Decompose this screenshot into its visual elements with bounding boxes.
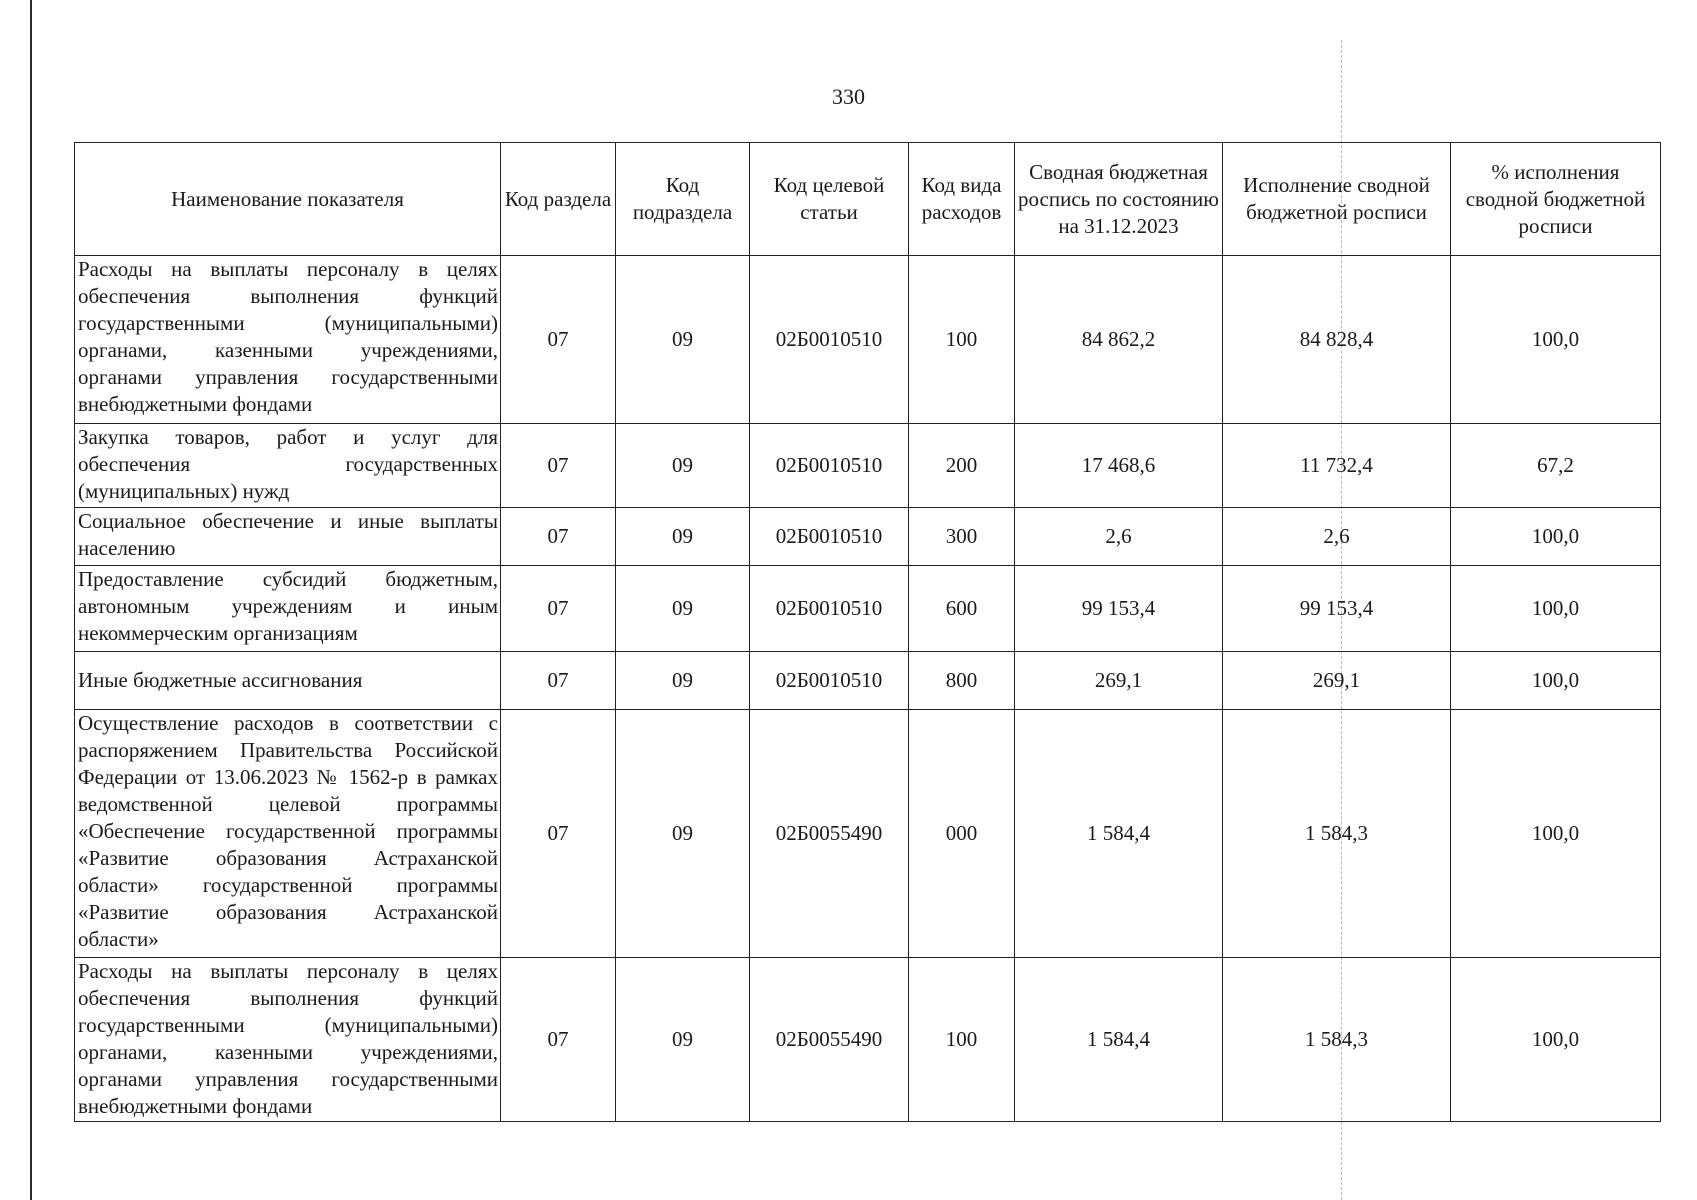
cell-indicator-name: Социальное обеспечение и иные выплаты населению: [75, 508, 501, 566]
cell-budget-execution: 99 153,4: [1223, 566, 1451, 652]
table-row: [75, 652, 1661, 710]
table-row: [75, 508, 1661, 566]
cell-execution-percent: 100,0: [1451, 958, 1661, 1122]
cell-budget-execution: 11 732,4: [1223, 424, 1451, 508]
cell-expense-type-code: 200: [909, 424, 1015, 508]
cell-execution-percent: 100,0: [1451, 566, 1661, 652]
table-row: [75, 256, 1661, 424]
cell-subsection-code: 09: [616, 652, 750, 710]
cell-indicator-name: Закупка товаров, работ и услуг для обеспечения государственных (муниципальных) нужд: [75, 424, 501, 508]
cell-subsection-code: 09: [616, 958, 750, 1122]
cell-indicator-name: Расходы на выплаты персоналу в целях обеспечения выполнения функций государственными (муниципальными) органами, казенными учреждениями, органами управления государственными внебюджетными фондами: [75, 958, 501, 1122]
cell-budget-plan: 2,6: [1015, 508, 1223, 566]
cell-target-code: 02Б0010510: [750, 256, 909, 424]
header-expense-type-code: Код вида расходов: [909, 143, 1015, 256]
cell-budget-execution: 2,6: [1223, 508, 1451, 566]
cell-section-code: 07: [501, 710, 616, 958]
cell-budget-plan: 269,1: [1015, 652, 1223, 710]
cell-target-code: 02Б0010510: [750, 424, 909, 508]
cell-section-code: 07: [501, 958, 616, 1122]
cell-expense-type-code: 100: [909, 256, 1015, 424]
cell-indicator-name: Осуществление расходов в соответствии с распоряжением Правительства Российской Федерации от 13.06.2023 № 1562-р в рамках ведомственной целевой программы «Обеспечение государственной программы «Развитие образования Астраханской области» государственной программы «Развитие образования Астраханской области»: [75, 710, 501, 958]
cell-budget-plan: 99 153,4: [1015, 566, 1223, 652]
header-target-code: Код целевой статьи: [750, 143, 909, 256]
table-row: [75, 710, 1661, 958]
header-section-code: Код раздела: [501, 143, 616, 256]
cell-expense-type-code: 600: [909, 566, 1015, 652]
cell-execution-percent: 100,0: [1451, 508, 1661, 566]
cell-section-code: 07: [501, 566, 616, 652]
cell-execution-percent: 100,0: [1451, 710, 1661, 958]
cell-section-code: 07: [501, 652, 616, 710]
cell-execution-percent: 100,0: [1451, 256, 1661, 424]
cell-target-code: 02Б0055490: [750, 958, 909, 1122]
cell-indicator-name: Расходы на выплаты персоналу в целях обеспечения выполнения функций государственными (муниципальными) органами, казенными учреждениями, органами управления государственными внебюджетными фондами: [75, 256, 501, 424]
cell-expense-type-code: 000: [909, 710, 1015, 958]
cell-budget-execution: 269,1: [1223, 652, 1451, 710]
cell-section-code: 07: [501, 256, 616, 424]
header-subsection-code: Код подраздела: [616, 143, 750, 256]
cell-subsection-code: 09: [616, 710, 750, 958]
table-row: [75, 958, 1661, 1122]
table-row: [75, 566, 1661, 652]
cell-section-code: 07: [501, 424, 616, 508]
cell-expense-type-code: 300: [909, 508, 1015, 566]
cell-budget-execution: 1 584,3: [1223, 958, 1451, 1122]
page-number: 330: [832, 84, 865, 109]
cell-subsection-code: 09: [616, 566, 750, 652]
cell-subsection-code: 09: [616, 508, 750, 566]
cell-target-code: 02Б0010510: [750, 652, 909, 710]
scan-edge-line: [30, 0, 32, 1200]
header-budget-plan: Сводная бюджетная роспись по состоянию на 31.12.2023: [1015, 143, 1223, 256]
cell-expense-type-code: 100: [909, 958, 1015, 1122]
header-execution-percent: % исполнения сводной бюджетной росписи: [1451, 143, 1661, 256]
table-header-row: [75, 143, 1661, 256]
cell-indicator-name: Иные бюджетные ассигнования: [75, 652, 501, 710]
cell-budget-execution: 1 584,3: [1223, 710, 1451, 958]
header-indicator-name: Наименование показателя: [75, 143, 501, 256]
cell-indicator-name: Предоставление субсидий бюджетным, автономным учреждениям и иным некоммерческим организациям: [75, 566, 501, 652]
cell-target-code: 02Б0055490: [750, 710, 909, 958]
cell-subsection-code: 09: [616, 424, 750, 508]
cell-section-code: 07: [501, 508, 616, 566]
cell-expense-type-code: 800: [909, 652, 1015, 710]
cell-budget-plan: 1 584,4: [1015, 958, 1223, 1122]
table-row: [75, 424, 1661, 508]
cell-target-code: 02Б0010510: [750, 566, 909, 652]
cell-subsection-code: 09: [616, 256, 750, 424]
cell-target-code: 02Б0010510: [750, 508, 909, 566]
header-budget-execution: Исполнение сводной бюджетной росписи: [1223, 143, 1451, 256]
cell-budget-execution: 84 828,4: [1223, 256, 1451, 424]
cell-budget-plan: 1 584,4: [1015, 710, 1223, 958]
cell-budget-plan: 17 468,6: [1015, 424, 1223, 508]
budget-execution-table: [74, 142, 1661, 1122]
cell-execution-percent: 100,0: [1451, 652, 1661, 710]
cell-execution-percent: 67,2: [1451, 424, 1661, 508]
cell-budget-plan: 84 862,2: [1015, 256, 1223, 424]
